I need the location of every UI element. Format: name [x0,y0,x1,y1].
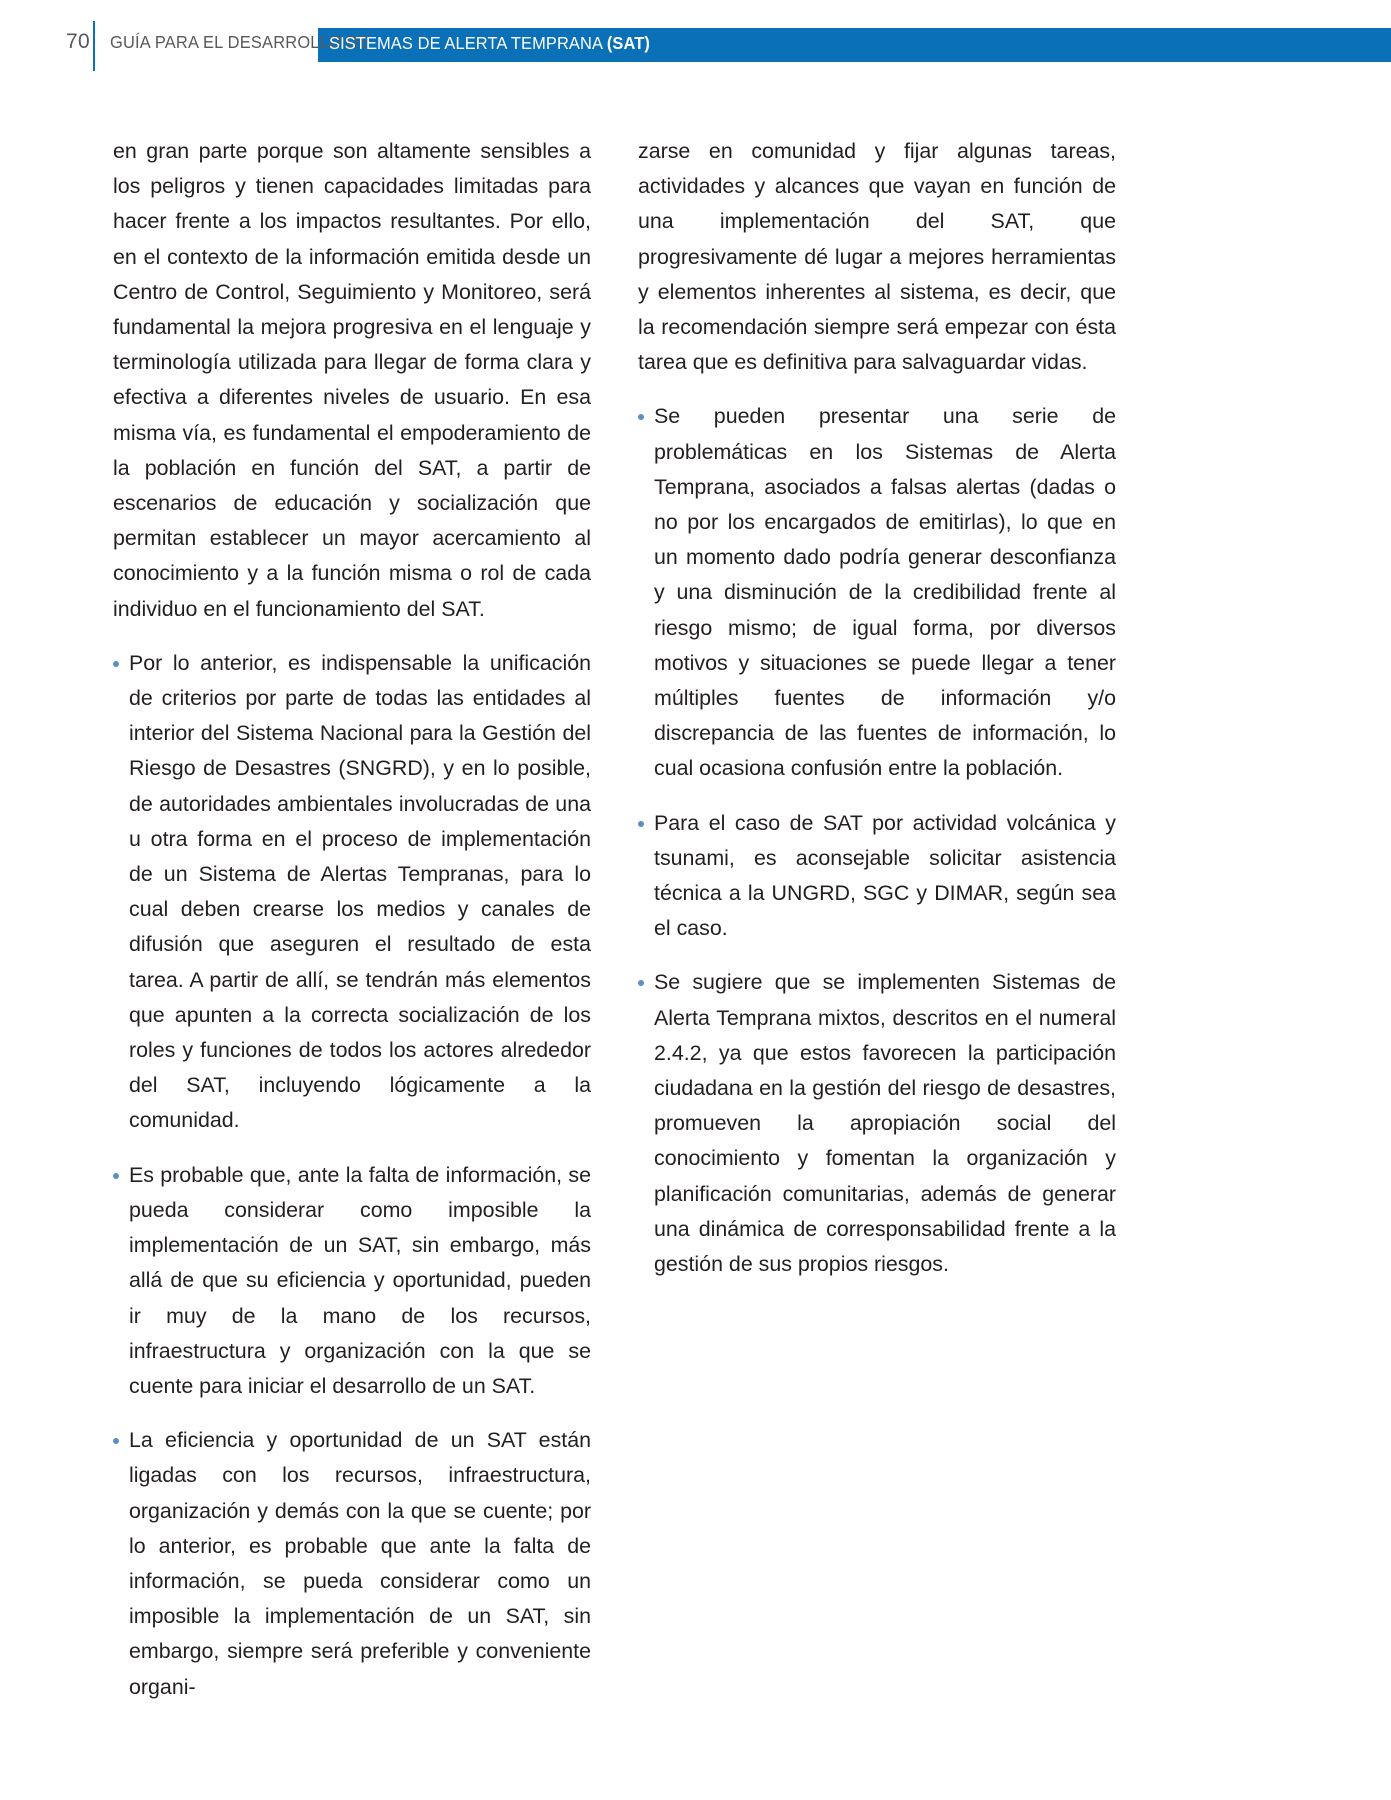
bullet-dot-icon [113,1438,119,1444]
paragraph: en gran parte porque son altamente sensibles a los peligros y tienen capacidades limitadas para hacer frente a los impactos resultantes. Por ello, en el contexto de la información emitida desde un Centro de Control, Seguimiento y Monitoreo, será fundamental la mejora progresiva en el lenguaje y terminología utilizada para llegar de forma clara y efectiva a diferentes niveles de usuario. En esa misma vía, es fundamental el empoderamiento de la población en función del SAT, a partir de escenarios de educación y socialización que permitan establecer un mayor acercamiento al conocimiento y a la función misma o rol de cada individuo en el funcionamiento del SAT. [113,139,591,621]
bullet-dot-icon [113,661,119,667]
header-title [329,33,650,54]
list-item [638,806,1116,947]
list-item [113,1423,591,1705]
list-item [638,399,1116,786]
list-item [113,646,591,1139]
header-title-abbreviation: (SAT) [606,33,650,53]
list-item [113,1158,591,1404]
bullet-dot-icon [638,821,644,827]
list-item-text: Para el caso de SAT por actividad volcánica y tsunami, es aconsejable solicitar asistencia técnica a la UNGRD, SGC y DIMAR, según sea el caso. [654,810,1116,941]
page-header [0,0,1391,92]
paragraph: zarse en comunidad y fijar algunas tareas, actividades y alcances que vayan en función de una implementación del SAT, que progresivamente dé lugar a mejores herramientas y elementos inherentes al sistema, es decir, que la recomendación siempre será empezar con ésta tarea que es definitiva para salvaguardar vidas. [638,139,1116,375]
header-divider-rule [93,21,95,71]
header-kicker-text: GUÍA PARA EL DESARROLLO DE [110,32,370,52]
bullet-dot-icon [638,414,644,420]
column-left [113,134,591,1705]
list-item-text: Se sugiere que se implementen Sistemas de Alerta Temprana mixtos, descritos en el numeral 2.4.2, ya que estos favorecen la participación ciudadana en la gestión del riesgo de desastres, promueven la apropiación social del conocimiento y fomentan la organización y planificación comunitarias, además de generar una dinámica de corresponsabilidad frente a la gestión de sus propios riesgos. [654,970,1116,1277]
page-number: 70 [66,30,90,53]
column-right [638,134,1116,1282]
header-title-main: SISTEMAS DE ALERTA TEMPRANA [329,33,603,53]
list-item-text: Es probable que, ante la falta de información, se pueda considerar como imposible la implementación de un SAT, sin embargo, más allá de que su eficiencia y oportunidad, pueden ir muy de la mano de los recursos, infraestructura y organización con la que se cuente para iniciar el desarrollo de un SAT. [129,1162,591,1398]
list-item-text: La eficiencia y oportunidad de un SAT están ligadas con los recursos, infraestructura, organización y demás con la que se cuente; por lo anterior, es probable que ante la falta de información, se pueda considerar como un imposible la implementación de un SAT, sin embargo, siempre será preferible y conveniente organi- [129,1428,591,1699]
list-item-text: Por lo anterior, es indispensable la unificación de criterios por parte de todas las entidades al interior del Sistema Nacional para la Gestión del Riesgo de Desastres (SNGRD), y en lo posible, de autoridades ambientales involucradas de una u otra forma en el proceso de implementación de un Sistema de Alertas Tempranas, para lo cual deben crearse los medios y canales de difusión que aseguren el resultado de esta tarea. A partir de allí, se tendrán más elementos que apunten a la correcta socialización de los roles y funciones de todos los actores alrededor del SAT, incluyendo lógicamente a la comunidad. [129,650,591,1133]
bullet-dot-icon [113,1173,119,1179]
list-item [638,965,1116,1282]
list-item-text: Se pueden presentar una serie de problemáticas en los Sistemas de Alerta Temprana, asociados a falsas alertas (dadas o no por los encargados de emitirlas), lo que en un momento dado podría generar desconfianza y una disminución de la credibilidad frente al riesgo mismo; de igual forma, por diversos motivos y situaciones se puede llegar a tener múltiples fuentes de información y/o discrepancia de las fuentes de información, lo cual ocasiona confusión entre la población. [654,404,1116,781]
bullet-dot-icon [638,980,644,986]
